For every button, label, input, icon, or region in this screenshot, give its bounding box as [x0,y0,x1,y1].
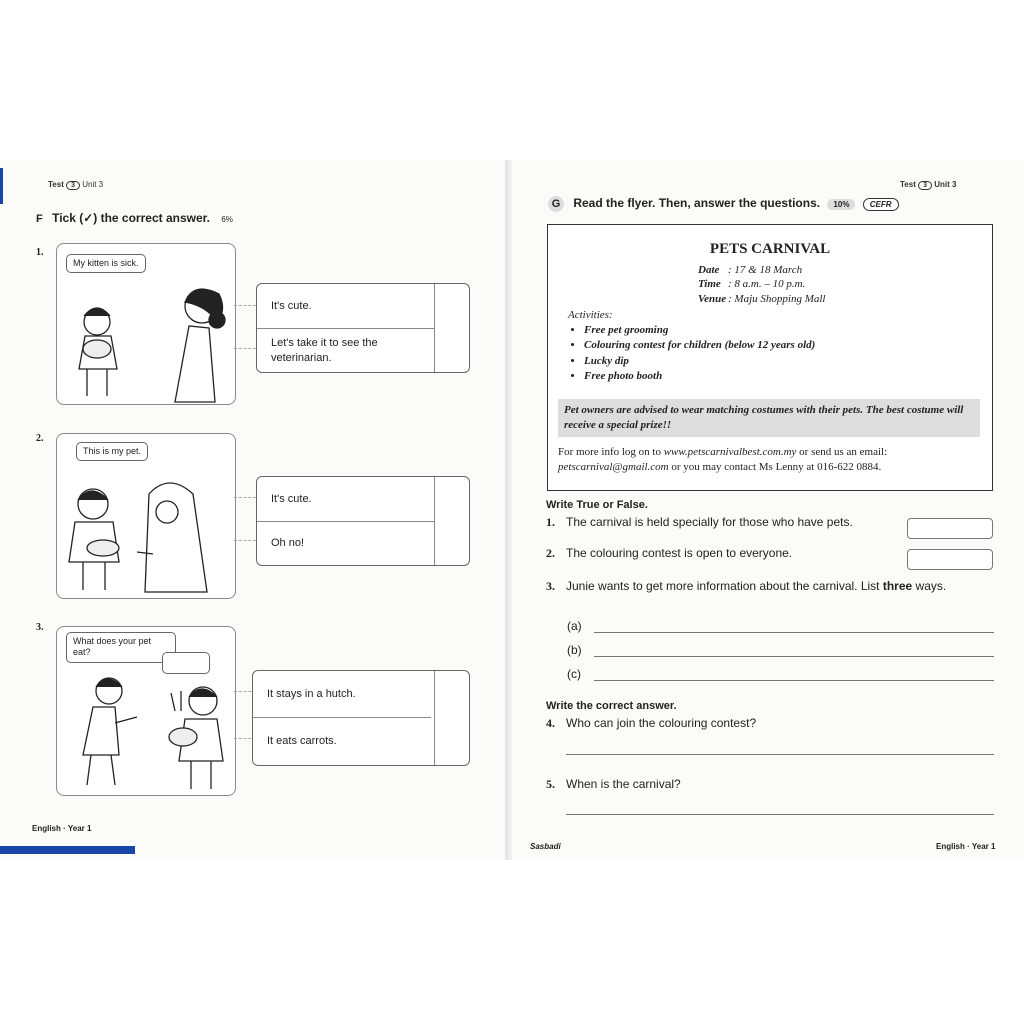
question-number: 1. [36,247,44,258]
contact-text: For more info log on to [558,446,661,458]
answer-option[interactable] [257,284,435,328]
test-label: Test [48,180,64,189]
question-text: When is the carnival? [566,777,681,791]
website-link: www.petscarnivalbest.com.my [663,446,797,458]
true-false-answer-box[interactable] [907,518,993,539]
costume-notice: Pet owners are advised to wear matching costumes with their pets. The best costume will receive a special prize!! [558,399,980,437]
write-answer-heading: Write the correct answer. [546,700,677,712]
empty-speech-bubble [162,652,210,674]
connector-line [234,497,256,498]
question-2 [546,545,792,561]
question-text: The carnival is held specially for those who have pets. [566,515,853,529]
section-f-heading [36,211,233,227]
blue-footer-bar [0,846,135,854]
answer-option[interactable] [257,477,435,521]
answer-box [252,670,470,766]
time-label: Time [698,278,721,291]
true-false-answer-box[interactable] [907,549,993,570]
answer-box [256,283,470,373]
activity-item: • Free pet grooming [584,323,815,338]
cefr-tag: CEFR [863,198,899,211]
question-number: 3. [36,622,44,633]
question-number: 3. [546,579,555,593]
blue-edge-mark [0,168,3,204]
pets-carnival-flyer [547,224,993,491]
unit-label: Unit 3 [82,180,104,189]
speech-bubble: What does your pet eat? [66,632,176,663]
answer-line[interactable] [594,680,994,681]
question-number: 4. [546,716,555,730]
answer-line[interactable] [566,754,994,755]
right-footer-subject: English · Year 1 [936,842,996,851]
section-letter: G [548,196,564,212]
section-g-heading [548,196,899,212]
connector-line [234,348,256,349]
answer-option[interactable] [253,717,431,765]
left-footer-subject: English · Year 1 [32,824,92,833]
date-value: : 17 & 18 March [728,264,803,276]
answer-text: Oh no! [271,537,305,550]
test-number: 3 [918,181,932,190]
time-value: : 8 a.m. – 10 p.m. [728,278,806,291]
question-1 [546,514,853,530]
unit-label: Unit 3 [934,180,957,189]
question-number: 5. [546,777,555,791]
publisher-logo: Sasbadi [530,842,561,851]
section-marks: 10% [827,199,855,210]
flyer-title: PETS CARNIVAL [709,241,831,257]
question-4 [546,715,756,731]
contact-info [558,445,986,475]
connector-line [234,540,256,541]
answer-option[interactable] [253,671,431,717]
left-header [48,180,103,190]
true-false-heading: Write True or False. [546,499,648,511]
tick-box[interactable] [434,671,469,765]
sub-label: (c) [567,667,581,681]
section-marks: 6% [221,215,233,224]
question-text: The colouring contest is open to everyone. [566,546,793,560]
activity-item: • Lucky dip [584,354,815,369]
activities-heading: Activities: [568,309,613,321]
question-number: 2. [36,433,44,444]
answer-option[interactable] [257,328,435,372]
answer-line[interactable] [594,656,994,657]
question-text: Who can join the colouring contest? [566,716,757,730]
speech-bubble: My kitten is sick. [66,254,146,273]
question-text: Junie wants to get more information about the carnival. List [566,579,880,593]
contact-text: or send us an email: [799,446,888,458]
sub-label: (a) [567,619,582,633]
venue-value: : Maju Shopping Mall [728,292,826,305]
test-number: 3 [66,181,80,190]
speech-bubble: This is my pet. [76,442,148,461]
question-number: 1. [546,515,555,529]
answer-line[interactable] [594,632,994,633]
answer-text: It eats carrots. [267,735,337,748]
emphasis-word: three [882,579,913,593]
answer-option[interactable] [257,521,435,565]
venue-label: Venue [698,292,727,305]
contact-text: or you may contact Ms Lenny at 016-622 0884. [671,460,882,473]
question-text: ways. [915,579,947,593]
tick-box[interactable] [434,284,469,372]
question-number: 2. [546,546,555,560]
section-instruction: Read the flyer. Then, answer the questions. [573,196,821,210]
connector-line [234,305,256,306]
book-spine [505,160,512,860]
section-instruction: Tick (✓) the correct answer. [52,211,210,225]
section-letter: F [36,213,43,225]
question-3 [546,578,996,594]
flyer-details [698,263,825,306]
activity-item: • Colouring contest for children (below 12 years old) [584,338,815,353]
answer-text: Let's take it to see the veterinarian. [271,336,378,364]
answer-text: It's cute. [271,299,312,312]
answer-text: It's cute. [271,492,312,505]
date-label: Date [698,264,720,276]
tick-box[interactable] [434,477,469,565]
question-5 [546,776,681,792]
answer-line[interactable] [566,814,994,815]
test-label: Test [900,180,916,189]
activities-list [570,323,815,385]
activity-item: • Free photo booth [584,369,815,384]
right-header [900,180,956,190]
sub-label: (b) [567,643,582,657]
answer-box [256,476,470,566]
email-address: petscarnival@gmail.com [558,460,669,473]
answer-text: It stays in a hutch. [267,687,356,700]
